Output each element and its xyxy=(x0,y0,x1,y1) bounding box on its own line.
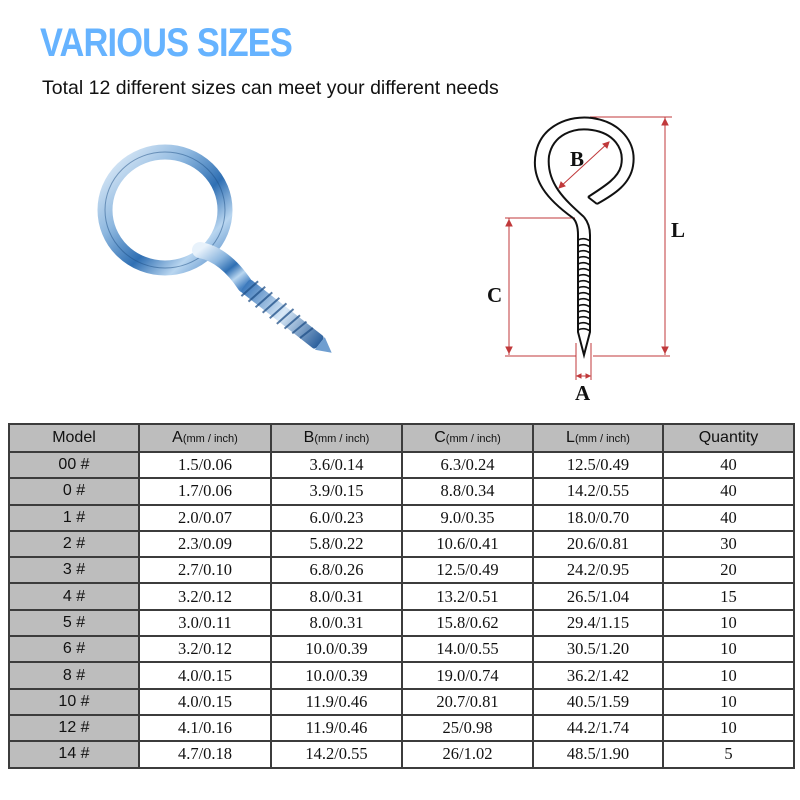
cell-a: 2.3/0.09 xyxy=(139,531,271,557)
table-row xyxy=(9,636,794,662)
cell-b: 11.9/0.46 xyxy=(271,715,402,741)
cell-b: 6.0/0.23 xyxy=(271,505,402,531)
cell-model: 00 # xyxy=(9,452,139,478)
screw-eye-photo xyxy=(85,135,365,360)
dimension-label-c: C xyxy=(487,283,503,307)
cell-b: 5.8/0.22 xyxy=(271,531,402,557)
cell-quantity: 15 xyxy=(663,583,794,609)
cell-model: 14 # xyxy=(9,741,139,767)
table-row xyxy=(9,583,794,609)
column-header-l: L(mm / inch) xyxy=(533,424,663,452)
cell-b: 14.2/0.55 xyxy=(271,741,402,767)
cell-model: 6 # xyxy=(9,636,139,662)
cell-c: 20.7/0.81 xyxy=(402,689,533,715)
cell-b: 6.8/0.26 xyxy=(271,557,402,583)
cell-l: 12.5/0.49 xyxy=(533,452,663,478)
cell-l: 20.6/0.81 xyxy=(533,531,663,557)
cell-a: 4.7/0.18 xyxy=(139,741,271,767)
cell-l: 24.2/0.95 xyxy=(533,557,663,583)
cell-l: 26.5/1.04 xyxy=(533,583,663,609)
size-spec-table xyxy=(8,423,795,769)
cell-quantity: 10 xyxy=(663,689,794,715)
table-row xyxy=(9,478,794,504)
table-row xyxy=(9,505,794,531)
table-row xyxy=(9,662,794,688)
cell-l: 48.5/1.90 xyxy=(533,741,663,767)
cell-model: 4 # xyxy=(9,583,139,609)
cell-quantity: 10 xyxy=(663,715,794,741)
table-header-row xyxy=(9,424,794,452)
cell-c: 19.0/0.74 xyxy=(402,662,533,688)
cell-b: 3.6/0.14 xyxy=(271,452,402,478)
dimension-label-a: A xyxy=(575,381,591,405)
cell-quantity: 5 xyxy=(663,741,794,767)
cell-c: 6.3/0.24 xyxy=(402,452,533,478)
dimension-diagram xyxy=(470,100,700,410)
cell-c: 26/1.02 xyxy=(402,741,533,767)
cell-quantity: 20 xyxy=(663,557,794,583)
cell-model: 0 # xyxy=(9,478,139,504)
cell-c: 9.0/0.35 xyxy=(402,505,533,531)
dimension-label-l: L xyxy=(671,218,686,242)
column-header-c: C(mm / inch) xyxy=(402,424,533,452)
cell-c: 10.6/0.41 xyxy=(402,531,533,557)
column-header-b: B(mm / inch) xyxy=(271,424,402,452)
column-header-quantity: Quantity xyxy=(663,424,794,452)
cell-quantity: 10 xyxy=(663,662,794,688)
cell-l: 14.2/0.55 xyxy=(533,478,663,504)
cell-model: 10 # xyxy=(9,689,139,715)
cell-quantity: 30 xyxy=(663,531,794,557)
cell-a: 4.0/0.15 xyxy=(139,689,271,715)
cell-model: 3 # xyxy=(9,557,139,583)
cell-quantity: 40 xyxy=(663,505,794,531)
cell-a: 3.2/0.12 xyxy=(139,583,271,609)
cell-a: 2.0/0.07 xyxy=(139,505,271,531)
cell-b: 3.9/0.15 xyxy=(271,478,402,504)
page-subtitle: Total 12 different sizes can meet your different needs xyxy=(42,77,499,99)
cell-l: 30.5/1.20 xyxy=(533,636,663,662)
cell-b: 8.0/0.31 xyxy=(271,610,402,636)
table-row xyxy=(9,689,794,715)
cell-c: 14.0/0.55 xyxy=(402,636,533,662)
cell-a: 3.2/0.12 xyxy=(139,636,271,662)
cell-l: 40.5/1.59 xyxy=(533,689,663,715)
page-title: VARIOUS SIZES xyxy=(40,21,292,65)
cell-quantity: 10 xyxy=(663,610,794,636)
cell-a: 4.1/0.16 xyxy=(139,715,271,741)
cell-quantity: 10 xyxy=(663,636,794,662)
cell-model: 8 # xyxy=(9,662,139,688)
table-row xyxy=(9,557,794,583)
table-row xyxy=(9,741,794,767)
cell-c: 8.8/0.34 xyxy=(402,478,533,504)
cell-b: 8.0/0.31 xyxy=(271,583,402,609)
cell-quantity: 40 xyxy=(663,478,794,504)
cell-b: 11.9/0.46 xyxy=(271,689,402,715)
dimension-label-b: B xyxy=(570,147,585,171)
table-row xyxy=(9,610,794,636)
cell-a: 1.7/0.06 xyxy=(139,478,271,504)
cell-l: 29.4/1.15 xyxy=(533,610,663,636)
cell-c: 25/0.98 xyxy=(402,715,533,741)
cell-a: 1.5/0.06 xyxy=(139,452,271,478)
cell-model: 1 # xyxy=(9,505,139,531)
cell-l: 36.2/1.42 xyxy=(533,662,663,688)
table-row xyxy=(9,715,794,741)
cell-model: 2 # xyxy=(9,531,139,557)
cell-quantity: 40 xyxy=(663,452,794,478)
cell-c: 13.2/0.51 xyxy=(402,583,533,609)
cell-l: 18.0/0.70 xyxy=(533,505,663,531)
table-row xyxy=(9,452,794,478)
column-header-model: Model xyxy=(9,424,139,452)
column-header-a: A(mm / inch) xyxy=(139,424,271,452)
cell-c: 12.5/0.49 xyxy=(402,557,533,583)
table-row xyxy=(9,531,794,557)
cell-model: 5 # xyxy=(9,610,139,636)
cell-b: 10.0/0.39 xyxy=(271,636,402,662)
cell-model: 12 # xyxy=(9,715,139,741)
cell-a: 4.0/0.15 xyxy=(139,662,271,688)
cell-b: 10.0/0.39 xyxy=(271,662,402,688)
cell-a: 2.7/0.10 xyxy=(139,557,271,583)
cell-l: 44.2/1.74 xyxy=(533,715,663,741)
cell-a: 3.0/0.11 xyxy=(139,610,271,636)
cell-c: 15.8/0.62 xyxy=(402,610,533,636)
